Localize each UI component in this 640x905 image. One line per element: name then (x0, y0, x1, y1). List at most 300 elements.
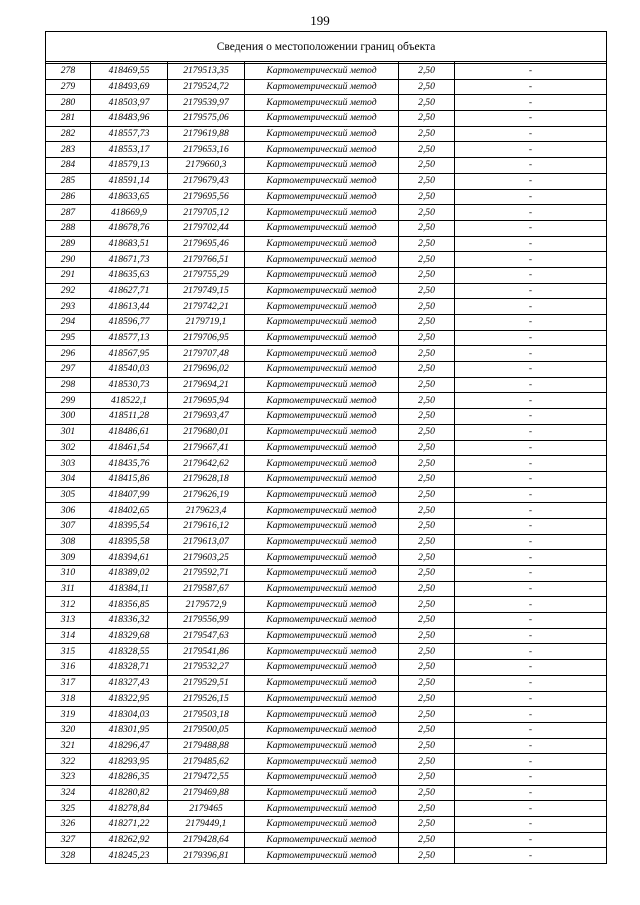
x-coordinate-cell: 418286,35 (91, 769, 168, 785)
y-coordinate-cell: 2179626,19 (168, 487, 245, 503)
description-cell: - (455, 769, 607, 785)
x-coordinate-cell: 418461,54 (91, 440, 168, 456)
table-row (46, 252, 607, 268)
method-cell: Картометрический метод (245, 173, 399, 189)
table-row (46, 189, 607, 205)
x-coordinate-cell: 418402,65 (91, 503, 168, 519)
x-coordinate-cell: 418301,95 (91, 722, 168, 738)
method-cell: Картометрический метод (245, 346, 399, 362)
method-cell: Картометрический метод (245, 315, 399, 331)
method-cell: Картометрический метод (245, 801, 399, 817)
point-number-cell: 302 (46, 440, 91, 456)
accuracy-cell: 2,50 (399, 111, 455, 127)
y-coordinate-cell: 2179513,35 (168, 64, 245, 80)
method-cell: Картометрический метод (245, 299, 399, 315)
accuracy-cell: 2,50 (399, 754, 455, 770)
method-cell: Картометрический метод (245, 785, 399, 801)
description-cell: - (455, 754, 607, 770)
point-number-cell: 314 (46, 628, 91, 644)
description-cell: - (455, 267, 607, 283)
method-cell: Картометрический метод (245, 471, 399, 487)
description-cell: - (455, 550, 607, 566)
x-coordinate-cell: 418627,71 (91, 283, 168, 299)
point-number-cell: 312 (46, 597, 91, 613)
x-coordinate-cell: 418486,61 (91, 424, 168, 440)
point-number-cell: 291 (46, 267, 91, 283)
x-coordinate-cell: 418613,44 (91, 299, 168, 315)
point-number-cell: 298 (46, 377, 91, 393)
point-number-cell: 281 (46, 111, 91, 127)
description-cell: - (455, 707, 607, 723)
accuracy-cell: 2,50 (399, 173, 455, 189)
y-coordinate-cell: 2179572,9 (168, 597, 245, 613)
point-number-cell: 305 (46, 487, 91, 503)
table-row (46, 95, 607, 111)
table-row (46, 832, 607, 848)
point-number-cell: 306 (46, 503, 91, 519)
x-coordinate-cell: 418678,76 (91, 220, 168, 236)
x-coordinate-cell: 418591,14 (91, 173, 168, 189)
table-row (46, 738, 607, 754)
point-number-cell: 328 (46, 848, 91, 864)
page-number: 199 (310, 13, 330, 28)
method-cell: Картометрический метод (245, 644, 399, 660)
method-cell: Картометрический метод (245, 236, 399, 252)
accuracy-cell: 2,50 (399, 550, 455, 566)
table-row (46, 691, 607, 707)
table-row (46, 518, 607, 534)
y-coordinate-cell: 2179524,72 (168, 79, 245, 95)
x-coordinate-cell: 418530,73 (91, 377, 168, 393)
point-number-cell: 300 (46, 409, 91, 425)
description-cell: - (455, 205, 607, 221)
method-cell: Картометрический метод (245, 252, 399, 268)
point-number-cell: 310 (46, 566, 91, 582)
method-cell: Картометрический метод (245, 518, 399, 534)
table-row (46, 817, 607, 833)
point-number-cell: 296 (46, 346, 91, 362)
point-number-cell: 316 (46, 660, 91, 676)
description-cell: - (455, 64, 607, 80)
table-row (46, 283, 607, 299)
accuracy-cell: 2,50 (399, 64, 455, 80)
table-title-row (46, 32, 607, 62)
y-coordinate-cell: 2179503,18 (168, 707, 245, 723)
table-row (46, 769, 607, 785)
table-row (46, 315, 607, 331)
accuracy-cell: 2,50 (399, 487, 455, 503)
y-coordinate-cell: 2179472,55 (168, 769, 245, 785)
table-row (46, 377, 607, 393)
table-row (46, 236, 607, 252)
method-cell: Картометрический метод (245, 597, 399, 613)
method-cell: Картометрический метод (245, 393, 399, 409)
accuracy-cell: 2,50 (399, 440, 455, 456)
point-number-cell: 294 (46, 315, 91, 331)
point-number-cell: 326 (46, 817, 91, 833)
point-number-cell: 288 (46, 220, 91, 236)
accuracy-cell: 2,50 (399, 456, 455, 472)
accuracy-cell: 2,50 (399, 503, 455, 519)
x-coordinate-cell: 418322,95 (91, 691, 168, 707)
method-cell: Картометрический метод (245, 613, 399, 629)
accuracy-cell: 2,50 (399, 158, 455, 174)
point-number-cell: 313 (46, 613, 91, 629)
method-cell: Картометрический метод (245, 205, 399, 221)
accuracy-cell: 2,50 (399, 377, 455, 393)
accuracy-cell: 2,50 (399, 205, 455, 221)
y-coordinate-cell: 2179755,29 (168, 267, 245, 283)
point-number-cell: 318 (46, 691, 91, 707)
point-number-cell: 308 (46, 534, 91, 550)
table-row (46, 205, 607, 221)
table-row (46, 393, 607, 409)
description-cell: - (455, 722, 607, 738)
description-cell: - (455, 848, 607, 864)
table-row (46, 299, 607, 315)
table-row (46, 79, 607, 95)
point-number-cell: 295 (46, 330, 91, 346)
point-number-cell: 279 (46, 79, 91, 95)
method-cell: Картометрический метод (245, 628, 399, 644)
y-coordinate-cell: 2179488,88 (168, 738, 245, 754)
y-coordinate-cell: 2179619,88 (168, 126, 245, 142)
description-cell: - (455, 220, 607, 236)
point-number-cell: 287 (46, 205, 91, 221)
description-cell: - (455, 362, 607, 378)
method-cell: Картометрический метод (245, 158, 399, 174)
table-row (46, 362, 607, 378)
point-number-cell: 321 (46, 738, 91, 754)
y-coordinate-cell: 2179603,25 (168, 550, 245, 566)
y-coordinate-cell: 2179539,97 (168, 95, 245, 111)
method-cell: Картометрический метод (245, 362, 399, 378)
description-cell: - (455, 346, 607, 362)
table-row (46, 503, 607, 519)
method-cell: Картометрический метод (245, 424, 399, 440)
table-row (46, 142, 607, 158)
table-row (46, 581, 607, 597)
accuracy-cell: 2,50 (399, 409, 455, 425)
method-cell: Картометрический метод (245, 79, 399, 95)
table-row (46, 597, 607, 613)
x-coordinate-cell: 418596,77 (91, 315, 168, 331)
point-number-cell: 303 (46, 456, 91, 472)
y-coordinate-cell: 2179680,01 (168, 424, 245, 440)
table-row (46, 785, 607, 801)
description-cell: - (455, 644, 607, 660)
accuracy-cell: 2,50 (399, 471, 455, 487)
x-coordinate-cell: 418356,85 (91, 597, 168, 613)
accuracy-cell: 2,50 (399, 346, 455, 362)
table-row (46, 471, 607, 487)
y-coordinate-cell: 2179556,99 (168, 613, 245, 629)
y-coordinate-cell: 2179587,67 (168, 581, 245, 597)
accuracy-cell: 2,50 (399, 142, 455, 158)
table-row (46, 126, 607, 142)
description-cell: - (455, 393, 607, 409)
accuracy-cell: 2,50 (399, 581, 455, 597)
method-cell: Картометрический метод (245, 487, 399, 503)
accuracy-cell: 2,50 (399, 362, 455, 378)
accuracy-cell: 2,50 (399, 95, 455, 111)
point-number-cell: 320 (46, 722, 91, 738)
accuracy-cell: 2,50 (399, 424, 455, 440)
x-coordinate-cell: 418553,17 (91, 142, 168, 158)
table-row (46, 566, 607, 582)
method-cell: Картометрический метод (245, 675, 399, 691)
table-row (46, 534, 607, 550)
accuracy-cell: 2,50 (399, 267, 455, 283)
accuracy-cell: 2,50 (399, 817, 455, 833)
y-coordinate-cell: 2179428,64 (168, 832, 245, 848)
x-coordinate-cell: 418407,99 (91, 487, 168, 503)
point-number-cell: 311 (46, 581, 91, 597)
y-coordinate-cell: 2179719,1 (168, 315, 245, 331)
y-coordinate-cell: 2179613,07 (168, 534, 245, 550)
table-row (46, 754, 607, 770)
point-number-cell: 289 (46, 236, 91, 252)
x-coordinate-cell: 418394,61 (91, 550, 168, 566)
accuracy-cell: 2,50 (399, 252, 455, 268)
accuracy-cell: 2,50 (399, 722, 455, 738)
y-coordinate-cell: 2179679,43 (168, 173, 245, 189)
description-cell: - (455, 126, 607, 142)
description-cell: - (455, 785, 607, 801)
y-coordinate-cell: 2179695,94 (168, 393, 245, 409)
method-cell: Картометрический метод (245, 377, 399, 393)
description-cell: - (455, 111, 607, 127)
accuracy-cell: 2,50 (399, 283, 455, 299)
y-coordinate-cell: 2179485,62 (168, 754, 245, 770)
x-coordinate-cell: 418493,69 (91, 79, 168, 95)
y-coordinate-cell: 2179469,88 (168, 785, 245, 801)
method-cell: Картометрический метод (245, 64, 399, 80)
point-number-cell: 293 (46, 299, 91, 315)
table-row (46, 346, 607, 362)
x-coordinate-cell: 418395,54 (91, 518, 168, 534)
accuracy-cell: 2,50 (399, 628, 455, 644)
y-coordinate-cell: 2179449,1 (168, 817, 245, 833)
x-coordinate-cell: 418540,03 (91, 362, 168, 378)
y-coordinate-cell: 2179628,18 (168, 471, 245, 487)
accuracy-cell: 2,50 (399, 534, 455, 550)
point-number-cell: 285 (46, 173, 91, 189)
point-number-cell: 317 (46, 675, 91, 691)
method-cell: Картометрический метод (245, 126, 399, 142)
point-number-cell: 283 (46, 142, 91, 158)
x-coordinate-cell: 418328,71 (91, 660, 168, 676)
point-number-cell: 299 (46, 393, 91, 409)
x-coordinate-cell: 418483,96 (91, 111, 168, 127)
description-cell: - (455, 581, 607, 597)
y-coordinate-cell: 2179693,47 (168, 409, 245, 425)
description-cell: - (455, 299, 607, 315)
accuracy-cell: 2,50 (399, 644, 455, 660)
x-coordinate-cell: 418633,65 (91, 189, 168, 205)
y-coordinate-cell: 2179396,81 (168, 848, 245, 864)
table-row (46, 644, 607, 660)
table-row (46, 424, 607, 440)
x-coordinate-cell: 418296,47 (91, 738, 168, 754)
description-cell: - (455, 315, 607, 331)
table-row (46, 111, 607, 127)
method-cell: Картометрический метод (245, 848, 399, 864)
description-cell: - (455, 158, 607, 174)
table-row (46, 409, 607, 425)
description-cell: - (455, 832, 607, 848)
y-coordinate-cell: 2179707,48 (168, 346, 245, 362)
description-cell: - (455, 142, 607, 158)
table-title: Сведения о местоположении границ объекта (46, 32, 607, 62)
y-coordinate-cell: 2179500,05 (168, 722, 245, 738)
point-number-cell: 322 (46, 754, 91, 770)
table-row (46, 487, 607, 503)
x-coordinate-cell: 418435,76 (91, 456, 168, 472)
method-cell: Картометрический метод (245, 220, 399, 236)
accuracy-cell: 2,50 (399, 613, 455, 629)
method-cell: Картометрический метод (245, 691, 399, 707)
x-coordinate-cell: 418683,51 (91, 236, 168, 252)
point-number-cell: 323 (46, 769, 91, 785)
y-coordinate-cell: 2179695,56 (168, 189, 245, 205)
point-number-cell: 280 (46, 95, 91, 111)
x-coordinate-cell: 418328,55 (91, 644, 168, 660)
y-coordinate-cell: 2179695,46 (168, 236, 245, 252)
description-cell: - (455, 377, 607, 393)
y-coordinate-cell: 2179529,51 (168, 675, 245, 691)
y-coordinate-cell: 2179642,62 (168, 456, 245, 472)
y-coordinate-cell: 2179532,27 (168, 660, 245, 676)
description-cell: - (455, 440, 607, 456)
description-cell: - (455, 424, 607, 440)
point-number-cell: 315 (46, 644, 91, 660)
description-cell: - (455, 330, 607, 346)
point-number-cell: 286 (46, 189, 91, 205)
accuracy-cell: 2,50 (399, 393, 455, 409)
method-cell: Картометрический метод (245, 566, 399, 582)
y-coordinate-cell: 2179653,16 (168, 142, 245, 158)
description-cell: - (455, 487, 607, 503)
point-number-cell: 284 (46, 158, 91, 174)
table-row (46, 220, 607, 236)
x-coordinate-cell: 418511,28 (91, 409, 168, 425)
point-number-cell: 301 (46, 424, 91, 440)
y-coordinate-cell: 2179742,21 (168, 299, 245, 315)
method-cell: Картометрический метод (245, 111, 399, 127)
accuracy-cell: 2,50 (399, 189, 455, 205)
x-coordinate-cell: 418280,82 (91, 785, 168, 801)
table-row (46, 801, 607, 817)
table-row (46, 64, 607, 80)
x-coordinate-cell: 418635,63 (91, 267, 168, 283)
accuracy-cell: 2,50 (399, 785, 455, 801)
description-cell: - (455, 518, 607, 534)
accuracy-cell: 2,50 (399, 660, 455, 676)
accuracy-cell: 2,50 (399, 566, 455, 582)
table-body (46, 32, 607, 864)
accuracy-cell: 2,50 (399, 299, 455, 315)
method-cell: Картометрический метод (245, 722, 399, 738)
x-coordinate-cell: 418579,13 (91, 158, 168, 174)
method-cell: Картометрический метод (245, 832, 399, 848)
method-cell: Картометрический метод (245, 707, 399, 723)
boundary-coordinates-table (45, 31, 607, 864)
method-cell: Картометрический метод (245, 142, 399, 158)
accuracy-cell: 2,50 (399, 832, 455, 848)
table-row (46, 707, 607, 723)
method-cell: Картометрический метод (245, 550, 399, 566)
method-cell: Картометрический метод (245, 456, 399, 472)
method-cell: Картометрический метод (245, 409, 399, 425)
method-cell: Картометрический метод (245, 283, 399, 299)
y-coordinate-cell: 2179660,3 (168, 158, 245, 174)
description-cell: - (455, 409, 607, 425)
description-cell: - (455, 738, 607, 754)
y-coordinate-cell: 2179749,15 (168, 283, 245, 299)
description-cell: - (455, 628, 607, 644)
x-coordinate-cell: 418567,95 (91, 346, 168, 362)
description-cell: - (455, 471, 607, 487)
accuracy-cell: 2,50 (399, 675, 455, 691)
description-cell: - (455, 597, 607, 613)
x-coordinate-cell: 418336,32 (91, 613, 168, 629)
method-cell: Картометрический метод (245, 440, 399, 456)
description-cell: - (455, 189, 607, 205)
accuracy-cell: 2,50 (399, 126, 455, 142)
method-cell: Картометрический метод (245, 189, 399, 205)
accuracy-cell: 2,50 (399, 707, 455, 723)
accuracy-cell: 2,50 (399, 315, 455, 331)
y-coordinate-cell: 2179592,71 (168, 566, 245, 582)
y-coordinate-cell: 2179623,4 (168, 503, 245, 519)
y-coordinate-cell: 2179696,02 (168, 362, 245, 378)
point-number-cell: 319 (46, 707, 91, 723)
method-cell: Картометрический метод (245, 267, 399, 283)
x-coordinate-cell: 418293,95 (91, 754, 168, 770)
method-cell: Картометрический метод (245, 534, 399, 550)
table-row (46, 456, 607, 472)
x-coordinate-cell: 418557,73 (91, 126, 168, 142)
accuracy-cell: 2,50 (399, 769, 455, 785)
y-coordinate-cell: 2179526,15 (168, 691, 245, 707)
y-coordinate-cell: 2179616,12 (168, 518, 245, 534)
y-coordinate-cell: 2179541,86 (168, 644, 245, 660)
y-coordinate-cell: 2179705,12 (168, 205, 245, 221)
table-row (46, 628, 607, 644)
description-cell: - (455, 456, 607, 472)
accuracy-cell: 2,50 (399, 801, 455, 817)
accuracy-cell: 2,50 (399, 738, 455, 754)
method-cell: Картометрический метод (245, 738, 399, 754)
point-number-cell: 297 (46, 362, 91, 378)
x-coordinate-cell: 418671,73 (91, 252, 168, 268)
description-cell: - (455, 283, 607, 299)
point-number-cell: 282 (46, 126, 91, 142)
x-coordinate-cell: 418389,02 (91, 566, 168, 582)
method-cell: Картометрический метод (245, 330, 399, 346)
point-number-cell: 278 (46, 64, 91, 80)
table-row (46, 848, 607, 864)
point-number-cell: 309 (46, 550, 91, 566)
description-cell: - (455, 566, 607, 582)
table-row (46, 440, 607, 456)
method-cell: Картометрический метод (245, 769, 399, 785)
table-row (46, 173, 607, 189)
description-cell: - (455, 79, 607, 95)
x-coordinate-cell: 418415,86 (91, 471, 168, 487)
description-cell: - (455, 252, 607, 268)
